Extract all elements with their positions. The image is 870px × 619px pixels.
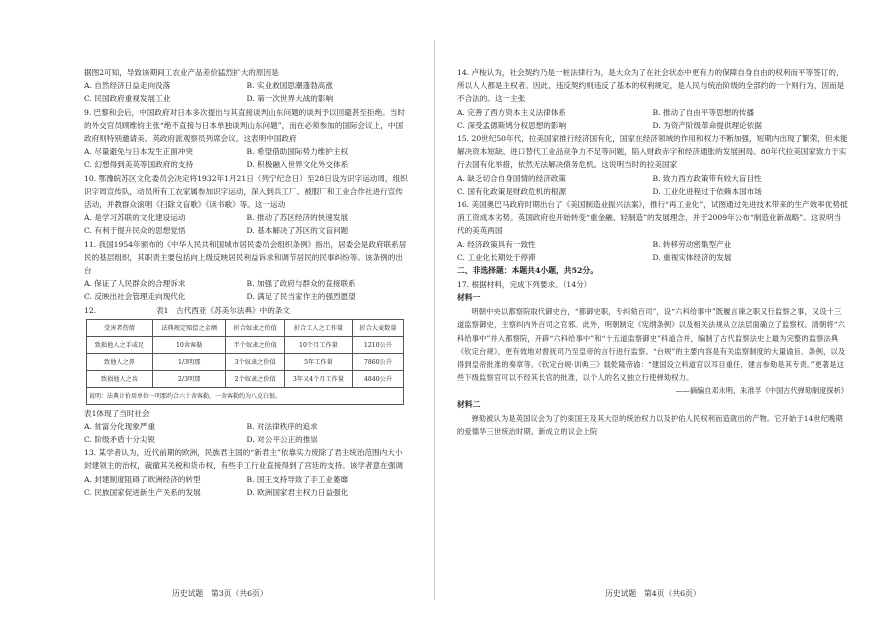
q8-option-d: D. 第一次世界大战的影响 bbox=[246, 94, 334, 104]
table-cell: 10舍客勒 bbox=[152, 336, 225, 353]
material-2-title: 材料二 bbox=[457, 399, 481, 409]
table-row bbox=[87, 370, 404, 387]
table-cell: 致他人之鼻 bbox=[87, 353, 153, 370]
q8-tail: 据图2可知，导致该期间工农业产品差价猛烈扩大的原因是 bbox=[84, 68, 279, 77]
sumerian-law-table bbox=[86, 319, 404, 405]
table-note: 说明：法典计价用单位一明那约合六十舍客勒，一舍客勒约为八克白银。 bbox=[87, 387, 404, 404]
q13-option-b: B. 国王支持导致了手工业萎靡 bbox=[246, 474, 349, 484]
q16-option-a: A. 经济政策具有一致性 bbox=[457, 239, 536, 249]
q10-stem: 10. 鄂豫皖苏区文化委员会决定将1932年1月21日（列宁纪念日）至28日设为识字运动周，组织识字周宣传队，动员所有工农家属参加识字运动，深入到兵工厂、被服厂和工业合作社进行宣传活动，并教群众演唱《扫除文盲歌》《读书歌》等。这一运动 bbox=[84, 173, 408, 210]
table-caption: 表1 古代西亚《苏美尔法典》中的条文 bbox=[156, 305, 291, 315]
q9-option-a: A. 尽量避免与日本发生正面冲突 bbox=[84, 147, 194, 157]
table-cell: 10个月工作量 bbox=[284, 336, 352, 353]
q10-option-d: D. 基本解决了苏区的文盲问题 bbox=[246, 226, 349, 236]
q16-option-c: C. 工业化长期处于停滞 bbox=[457, 252, 536, 262]
table-row bbox=[87, 353, 404, 370]
table-note-row bbox=[87, 387, 404, 404]
q14-option-d: D. 为资产阶级革命提供理论依据 bbox=[652, 120, 762, 130]
q16-stem: 16. 美国奥巴马政府时期出台了《美国制造业振兴法案》，推行“再工业化”，试图通过先进技术带来的生产效率优势抵消工资成本劣势。英国政府也开始转变“重金融、轻制造”的发展理念，并于2009年公布“制造业新战略”。这说明当代的美英两国 bbox=[457, 200, 848, 236]
page-footer: 历史试题 第4页（共6页） bbox=[605, 589, 701, 598]
material-1-text: 明朝中央以都察院取代御史台，“都御史职，专纠劾百司”，设“六科给事中”既履言谏之职又行监察之事，又设十三道监察御史，主察纠内外百司之官邪。此外，明朝制定《宪纲条例》以及相关法规从立法层面确立了监察权。清朝将“六科给事中”并入都察院，开辟“六科给事中”和“十五道监察御史”科道合并，编制了古代监察法史上最为完整的监察法典《钦定台规》，更有效地对督抚司乃至皇帝的言行进行监察。“台规”的主要内容是有关监察制度的大量谕旨、条例，以及得到皇帝批准的奏章等。《钦定台规·训典三》载乾隆帝谕：“建国设立科道官以耳目重任，建言参劾是其专责。”更著是这些下级监察官可以不经其长官的批准，以个人的名义独立行使弹劾权力。 bbox=[457, 307, 846, 383]
material-2-text: 弹劾被认为是英国议会为了约束国王及其大臣的统治权力以及护佑人民权利而造就出的产物。它开始于14世纪晚期的爱德华三世统治时期，新成立的议会上院 bbox=[457, 413, 843, 436]
q12-stem: 表1体现了当时社会 bbox=[84, 408, 150, 418]
q10-options bbox=[84, 211, 409, 237]
section-heading: 二、非选择题：本题共4小题，共52分。 bbox=[457, 266, 599, 276]
q15-option-a: A. 缺乏切合自身国情的经济政策 bbox=[457, 173, 567, 183]
q15-option-c: C. 国有化政策是财政危机的根源 bbox=[457, 186, 567, 196]
material-1-source: ——摘编自邓永明、朱准孚《中国古代弹劾制度探析》 bbox=[675, 386, 848, 396]
q15-option-d: D. 工业化进程过于依赖本国市场 bbox=[652, 186, 762, 196]
table-cell: 2/3明那 bbox=[152, 370, 225, 387]
q12-header bbox=[84, 304, 409, 317]
q14-option-c: C. 深受孟德斯鸠分权思想的影响 bbox=[457, 120, 567, 130]
q10-option-a: A. 是学习苏联的文化建设运动 bbox=[84, 213, 186, 223]
table-cell: 致损他人之手或足 bbox=[87, 336, 153, 353]
table-cell: 3年又4个月工作量 bbox=[284, 370, 352, 387]
table-cell: 致损他人之齿 bbox=[87, 370, 153, 387]
q12-number: 12. bbox=[84, 305, 97, 315]
q12-option-b: B. 对法律秩序的追求 bbox=[246, 421, 318, 431]
q13-option-d: D. 欧洲国家君主权力日益强化 bbox=[246, 487, 349, 497]
q8-option-a: A. 自然经济日益走向没落 bbox=[84, 81, 171, 91]
q16-option-b: B. 转移劳动密集型产业 bbox=[652, 239, 732, 249]
table-cell: 1210公升 bbox=[352, 336, 403, 353]
q9-option-c: C. 幻想得到美英等国政府的支持 bbox=[84, 160, 194, 170]
q12-options bbox=[84, 420, 409, 446]
q8-options bbox=[84, 79, 409, 105]
table-header-row bbox=[87, 319, 404, 336]
q16-options bbox=[457, 238, 848, 264]
q16-option-d: D. 重视实体经济的发展 bbox=[652, 252, 732, 262]
table-cell: 4840公升 bbox=[352, 370, 403, 387]
q11-option-d: D. 满足了民当家作主的强烈愿望 bbox=[246, 292, 356, 302]
q9-options bbox=[84, 145, 409, 171]
table-cell: 半个奴隶之价值 bbox=[226, 336, 284, 353]
q14-options bbox=[457, 106, 848, 132]
table-header-cell: 法典规定赔偿之金额 bbox=[152, 319, 225, 336]
right-page bbox=[435, 0, 870, 619]
page-footer: 历史试题 第3页（共6页） bbox=[172, 589, 268, 598]
q15-options bbox=[457, 172, 848, 198]
table-header-cell: 折合奴隶之价值 bbox=[226, 319, 284, 336]
q10-option-b: B. 推动了苏区经济的快速发展 bbox=[246, 213, 349, 223]
q14-stem: 14. 卢梭认为，社会契约乃是一桩法律行为，是大众为了在社会状态中更有力的保障自身自由的权利而平等签订的，所以人人都是主权者。因此，违反契约则违反了基本的权利规定，是人民与统治阶级的全部约的一个则行为，因而是不合法的。这一主张 bbox=[457, 68, 845, 104]
q13-option-c: C. 民族国家促进新生产关系的发展 bbox=[84, 487, 201, 497]
q8-option-c: C. 民国政府重视发展工业 bbox=[84, 94, 171, 104]
q12-option-a: A. 贫富分化现象严重 bbox=[84, 421, 156, 431]
q11-stem: 11. 我国1954年颁布的《中华人民共和国城市居民委员会组织条例》指出，居委会是政府联系居民的基层组织，其职责主要包括向上级反映居民利益诉求和调节居民的民事纠纷等。该条例的出台 bbox=[84, 239, 407, 276]
q13-stem: 13. 某学者认为，近代前期的欧洲，民族君主国的“新君主”依靠实力废除了君主统治范围内大小封建领主的治权，裁撤其关税和货币权，有些手工行业直接得到了宫廷的支持。该学者意在强调 bbox=[84, 448, 403, 471]
q10-option-c: C. 有利于提升民众的思想觉悟 bbox=[84, 226, 186, 236]
q8-option-b: B. 实业救国思潮蓬勃高涨 bbox=[246, 81, 333, 91]
q9-option-d: D. 积极融入世界文化外交体系 bbox=[246, 160, 349, 170]
table-header-cell: 受害者伤情 bbox=[87, 319, 153, 336]
table-header-cell: 折合工人之工作量 bbox=[284, 319, 352, 336]
q12-option-d: D. 对公平公正的推崇 bbox=[246, 435, 318, 445]
q15-stem: 15. 20世纪50年代，拉美国家推行经济国有化，国家在经济领域的作用和权力不断加强，短期内出现了繁荣，但未能解决资本短缺、进口替代工业品竞争力不足等问题，陷入财政赤字和经济通胀的发展困局。80年代拉美国家致力于实行去国有化举措，依然无法解决债务危机。这说明当时的拉美国家 bbox=[457, 134, 848, 170]
material-1-title: 材料一 bbox=[457, 293, 481, 303]
q14-option-a: A. 完善了西方资本主义法律体系 bbox=[457, 107, 567, 117]
q11-options bbox=[84, 277, 409, 303]
q11-option-b: B. 加强了政府与群众的直接联系 bbox=[246, 279, 356, 289]
table-header-cell: 折合大麦数量 bbox=[352, 319, 403, 336]
q15-option-b: B. 致力西方政策带有较大盲目性 bbox=[652, 173, 762, 183]
q11-option-c: C. 反映出社会管理走向现代化 bbox=[84, 292, 186, 302]
table-row bbox=[87, 336, 404, 353]
table-cell: 2个奴隶之价值 bbox=[226, 370, 284, 387]
q9-stem: 9. 巴黎和会后，中国政府对日本多次提出与其直接谈判山东问题的谈判予以回避甚至拒绝。当时的外交官员顾维钧主张“绝不直接与日本单独谈判山东问题”，而在必须参加的国际会议上，中国政府则特别邀请美、英政府派观察员列席会议。这表明中国政府 bbox=[84, 107, 405, 144]
q17-stem: 17. 根据材料，完成下列要求。（14分） bbox=[457, 280, 592, 290]
q13-option-a: A. 封建制度阻碍了欧洲经济的转型 bbox=[84, 474, 201, 484]
q14-option-b: B. 推动了自由平等思想的传播 bbox=[652, 107, 755, 117]
table-cell: 7860公升 bbox=[352, 353, 403, 370]
table-cell: 1/3明那 bbox=[152, 353, 225, 370]
q12-option-c: C. 阶级矛盾十分尖锐 bbox=[84, 435, 156, 445]
q11-option-a: A. 保证了人民群众的合理诉求 bbox=[84, 279, 186, 289]
q9-option-b: B. 希望借助国际势力维护主权 bbox=[246, 147, 349, 157]
table-cell: 3个奴隶之价值 bbox=[226, 353, 284, 370]
table-cell: 5年工作量 bbox=[284, 353, 352, 370]
q13-options bbox=[84, 473, 409, 499]
